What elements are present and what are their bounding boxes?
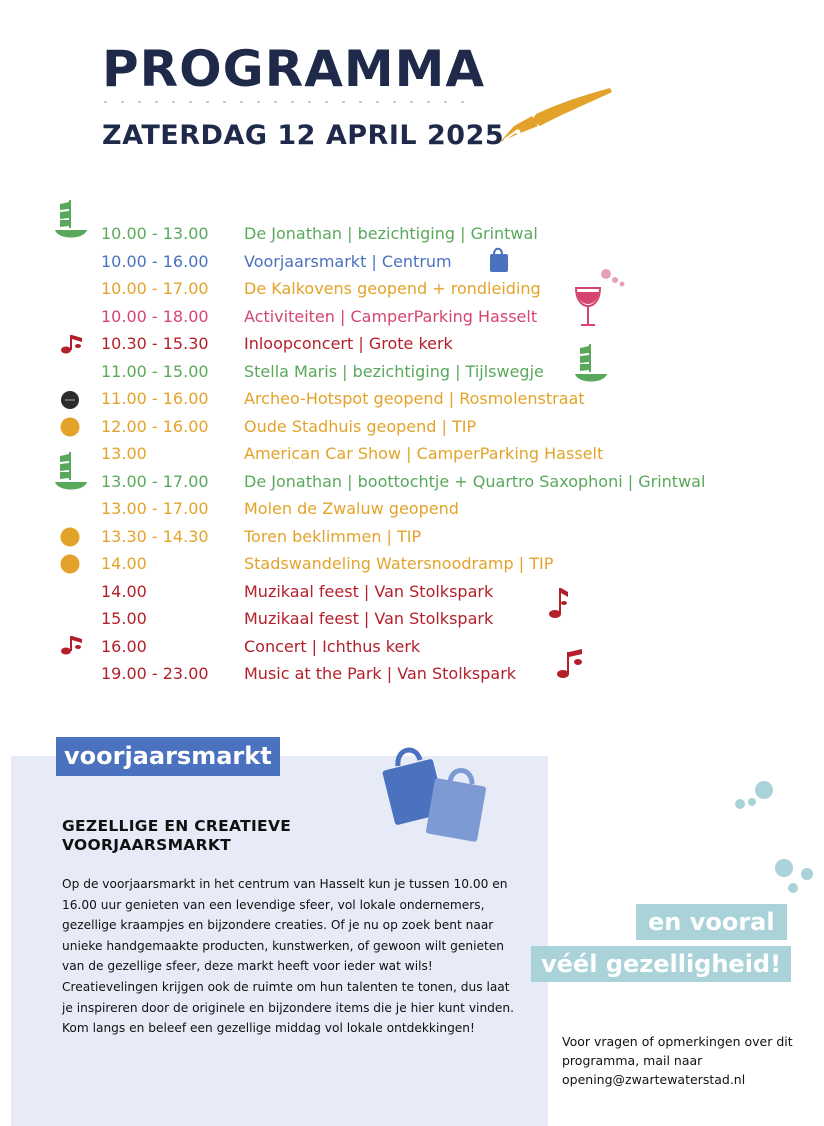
page-subtitle: ZATERDAG 12 APRIL 2025 bbox=[102, 120, 505, 151]
schedule-row bbox=[0, 442, 824, 469]
boat-icon bbox=[574, 344, 608, 386]
schedule-time: 10.30 - 15.30 bbox=[101, 334, 209, 353]
music-note-icon bbox=[556, 648, 586, 680]
schedule-row bbox=[0, 415, 824, 442]
schedule-time: 13.30 - 14.30 bbox=[101, 526, 209, 546]
bubbles-icon bbox=[730, 778, 820, 898]
wine-glass-icon bbox=[574, 266, 630, 330]
boat-icon bbox=[54, 200, 88, 242]
market-tag: voorjaarsmarkt bbox=[56, 737, 280, 776]
schedule-event: De Kalkovens geopend + rondleiding bbox=[244, 279, 541, 298]
schedule-row bbox=[0, 222, 824, 249]
schedule-row bbox=[0, 607, 824, 634]
schedule-time: 10.00 - 16.00 bbox=[101, 251, 209, 271]
boat-icon bbox=[54, 452, 88, 494]
schedule-event: Stella Maris | bezichtiging | Tijlswegje bbox=[244, 361, 544, 381]
schedule-row bbox=[0, 470, 824, 497]
schedule-event: De Jonathan | boottochtje + Quartro Saxophoni | Grintwal bbox=[244, 471, 706, 491]
schedule-time: 14.00 bbox=[101, 581, 147, 601]
schedule-event: Music at the Park | Van Stolkspark bbox=[244, 664, 517, 683]
schedule-time: 16.00 bbox=[101, 636, 147, 656]
dotted-divider bbox=[104, 101, 476, 103]
schedule-event: Archeo-Hotspot geopend | Rosmolenstraat bbox=[244, 389, 585, 408]
schedule-row bbox=[0, 580, 824, 607]
schedule-row bbox=[0, 525, 824, 552]
schedule-event: Oude Stadhuis geopend | TIP bbox=[244, 416, 477, 436]
schedule-event: Inloopconcert | Grote kerk bbox=[244, 334, 453, 353]
orange-dot-icon bbox=[60, 527, 80, 547]
schedule-row bbox=[0, 387, 824, 414]
slogan-line-1: en vooral bbox=[636, 904, 787, 940]
schedule-row bbox=[0, 662, 824, 689]
schedule-time: 15.00 bbox=[101, 609, 147, 628]
schedule-time: 14.00 bbox=[101, 554, 147, 573]
schedule-time: 11.00 - 16.00 bbox=[101, 389, 209, 408]
schedule-time: 10.00 - 17.00 bbox=[101, 279, 209, 298]
schedule-time: 12.00 - 16.00 bbox=[101, 416, 209, 436]
schedule-time: 10.00 - 18.00 bbox=[101, 306, 209, 326]
schedule-row bbox=[0, 552, 824, 579]
schedule-event: Voorjaarsmarkt | Centrum bbox=[244, 251, 452, 271]
schedule-row bbox=[0, 635, 824, 662]
shopping-bag-icon bbox=[380, 742, 490, 842]
schedule-event: Activiteiten | CamperParking Hasselt bbox=[244, 306, 538, 326]
schedule-event: Molen de Zwaluw geopend bbox=[244, 499, 459, 518]
orange-dot-icon bbox=[60, 417, 80, 437]
schedule-event: De Jonathan | bezichtiging | Grintwal bbox=[244, 224, 538, 243]
schedule-time: 19.00 - 23.00 bbox=[101, 664, 209, 683]
schedule-row bbox=[0, 250, 824, 277]
pen-icon bbox=[496, 86, 614, 146]
music-note-icon bbox=[548, 584, 570, 620]
schedule-time: 13.00 - 17.00 bbox=[101, 471, 209, 491]
slogan-line-2: véél gezelligheid! bbox=[531, 946, 791, 982]
schedule-row bbox=[0, 332, 824, 359]
schedule-row bbox=[0, 305, 824, 332]
schedule-time: 13.00 bbox=[101, 444, 147, 463]
schedule-time: 10.00 - 13.00 bbox=[101, 224, 209, 243]
schedule-time: 11.00 - 15.00 bbox=[101, 361, 209, 381]
music-note-icon bbox=[60, 333, 84, 355]
market-body: Op de voorjaarsmarkt in het centrum van Hasselt kun je tussen 10.00 en 16.00 uur genieten van een levendige sfeer, vol lokale ondernemers, gezellige kraampjes en bijzondere creaties. Of je nu op zoek bent naar unieke handgemaakte producten, kunstwerken, of gewoon wilt genieten van de gezellige sfeer, deze markt heeft voor ieder wat wils! Creatievelingen krijgen ook de ruimte om hun talenten te tonen, dus laat je inspireren door de originele en bijzondere items die je hier kunt vinden. Kom langs en beleef een gezellige middag vol lokale ontdekkingen! bbox=[62, 877, 514, 1036]
shopping-bag-icon bbox=[488, 246, 510, 274]
page-title: PROGRAMMA bbox=[102, 40, 486, 98]
schedule-row bbox=[0, 497, 824, 524]
schedule-event: Stadswandeling Watersnoodramp | TIP bbox=[244, 554, 554, 573]
market-heading: GEZELLIGE EN CREATIEVE VOORJAARSMARKT bbox=[62, 817, 292, 854]
schedule-event: American Car Show | CamperParking Hasselt bbox=[244, 444, 604, 463]
schedule-row bbox=[0, 277, 824, 304]
schedule-event: Muzikaal feest | Van Stolkspark bbox=[244, 581, 494, 601]
schedule-row bbox=[0, 360, 824, 387]
orange-dot-icon bbox=[60, 554, 80, 574]
schedule-event: Toren beklimmen | TIP bbox=[244, 526, 422, 546]
schedule-time: 13.00 - 17.00 bbox=[101, 499, 209, 518]
music-note-icon bbox=[60, 634, 84, 656]
schedule-event: Muzikaal feest | Van Stolkspark bbox=[244, 609, 494, 628]
contact-text: Voor vragen of opmerkingen over dit programma, mail naar opening@zwartewaterstad.nl bbox=[562, 1034, 793, 1087]
dark-dot-icon bbox=[60, 390, 80, 410]
schedule-event: Concert | Ichthus kerk bbox=[244, 636, 421, 656]
